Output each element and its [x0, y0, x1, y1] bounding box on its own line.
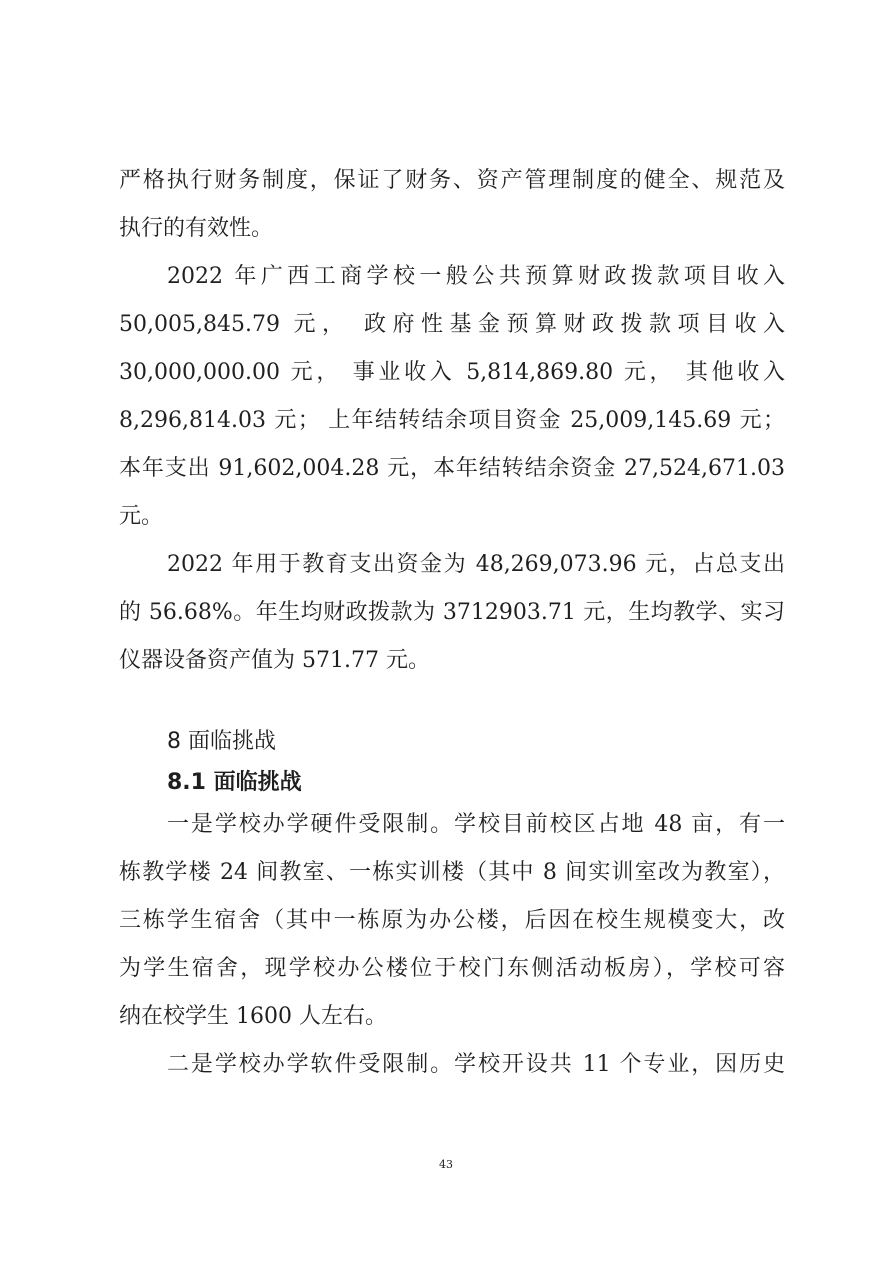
- paragraph-line: 二是学校办学软件受限制。学校开设共 11 个专业，因历史: [167, 1052, 785, 1077]
- paragraph-line: 本年支出 91,602,004.28 元，本年结转结余资金 27,524,671.03: [119, 456, 785, 481]
- paragraph-line: 8,296,814.03 元； 上年结转结余项目资金 25,009,145.69 元；: [119, 408, 785, 433]
- subsection-heading: 8.1 面临挑战: [167, 770, 302, 795]
- paragraph-line: 为学生宿舍，现学校办公楼位于校门东侧活动板房），学校可容: [119, 956, 785, 981]
- paragraph-line: 三栋学生宿舍（其中一栋原为办公楼，后因在校生规模变大，改: [119, 908, 785, 933]
- paragraph-line: 一是学校办学硬件受限制。学校目前校区占地 48 亩，有一: [167, 812, 785, 837]
- paragraph-line: 仪器设备资产值为 571.77 元。: [119, 648, 430, 673]
- paragraph-line: 元。: [119, 504, 164, 529]
- paragraph-line: 2022 年用于教育支出资金为 48,269,073.96 元，占总支出: [167, 552, 785, 577]
- paragraph-line: 2022 年广西工商学校一般公共预算财政拨款项目收入: [167, 264, 785, 289]
- section-heading: 8 面临挑战: [167, 729, 276, 754]
- paragraph-line: 纳在校学生 1600 人左右。: [119, 1004, 387, 1029]
- paragraph-line: 执行的有效性。: [119, 216, 274, 241]
- page-number: 43: [439, 1158, 453, 1171]
- paragraph-line: 严格执行财务制度，保证了财务、资产管理制度的健全、规范及: [119, 168, 785, 193]
- paragraph-line: 50,005,845.79 元， 政府性基金预算财政拨款项目收入: [119, 312, 785, 337]
- paragraph-line: 的 56.68%。年生均财政拨款为 3712903.71 元，生均教学、实习: [119, 600, 785, 625]
- paragraph-line: 栋教学楼 24 间教室、一栋实训楼（其中 8 间实训室改为教室），: [119, 860, 785, 885]
- paragraph-line: 30,000,000.00 元， 事业收入 5,814,869.80 元， 其他收入: [119, 360, 785, 385]
